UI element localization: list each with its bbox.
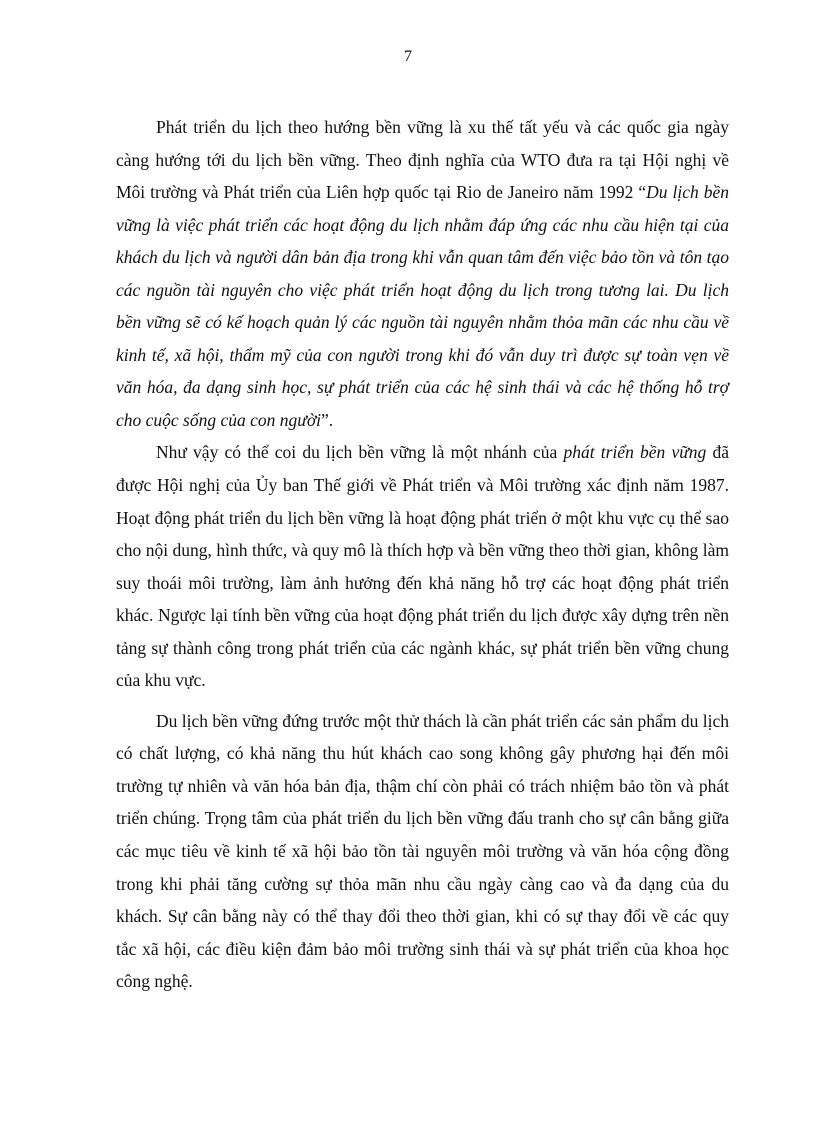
paragraph-definition — [116, 111, 729, 436]
paragraph-1-text-1: Phát triển du lịch theo hướng bền vững là xu thế tất yếu và các quốc gia ngày càng hướng tới du lịch bền vững. Theo định nghĩa của WTO đưa ra tại Hội nghị về Môi trường và Phát triển của Liên hợp quốc tại Rio de Janeiro năm 1992 “ — [116, 117, 729, 203]
paragraph-branch — [116, 436, 729, 696]
paragraph-1-quote: Du lịch bền vững là việc phát triển các hoạt động du lịch nhằm đáp ứng các nhu cầu hiện tại của khách du lịch và người dân bản địa trong khi vẫn quan tâm đến việc bảo tồn và tôn tạo các nguồn tài nguyên cho việc phát triển hoạt động du lịch trong tương lai. Du lịch bền vững sẽ có kế hoạch quản lý các nguồn tài nguyên nhằm thỏa mãn các nhu cầu về kinh tế, xã hội, thẩm mỹ của con người trong khi đó vẫn duy trì được sự toàn vẹn về văn hóa, đa dạng sinh học, sự phát triển của các hệ sinh thái và các hệ thống hỗ trợ cho cuộc sống của con người — [116, 182, 729, 430]
paragraph-1-text-2: ”. — [321, 409, 334, 430]
paragraph-2-text-1: Như vậy có thể coi du lịch bền vững là một nhánh của — [156, 442, 564, 463]
paragraph-3-text-1: Du lịch bền vững đứng trước một thử thách là cần phát triển các sản phẩm du lịch có chất lượng, có khả năng thu hút khách cao song không gây phương hại đến môi trường tự nhiên và văn hóa bản địa, thậm chí còn phải có trách nhiệm bảo tồn và phát triển chúng. Trọng tâm của phát triển du lịch bền vững đấu tranh cho sự cân bằng giữa các mục tiêu về kinh tế xã hội bảo tồn tài nguyên môi trường và văn hóa cộng đồng trong khi phải tăng cường sự thỏa mãn nhu cầu ngày càng cao và đa dạng của du khách. Sự cân bằng này có thể thay đổi theo thời gian, khi có sự thay đổi về các quy tắc xã hội, các điều kiện đảm bảo môi trường sinh thái và sự phát triển của khoa học công nghệ. — [116, 710, 729, 992]
document-body — [116, 111, 729, 998]
paragraph-2-text-2: đã được Hội nghị của Ủy ban Thế giới về Phát triển và Môi trường xác định năm 1987. Hoạt động phát triển du lịch bền vững là hoạt động phát triển ở một khu vực cụ thể sao cho nội dung, hình thức, và quy mô là thích hợp và bền vững theo thời gian, không làm suy thoái môi trường, làm ảnh hưởng đến khả năng hỗ trợ các hoạt động phát triển khác. Ngược lại tính bền vững của hoạt động phát triển du lịch được xây dựng trên nền tảng sự thành công trong phát triển của các ngành khác, sự phát triển bền vững chung của khu vực. — [116, 442, 729, 691]
paragraph-2-emphasis: phát triển bền vững — [563, 442, 707, 463]
paragraph-challenge — [116, 705, 729, 998]
page-number: 7 — [404, 48, 412, 65]
